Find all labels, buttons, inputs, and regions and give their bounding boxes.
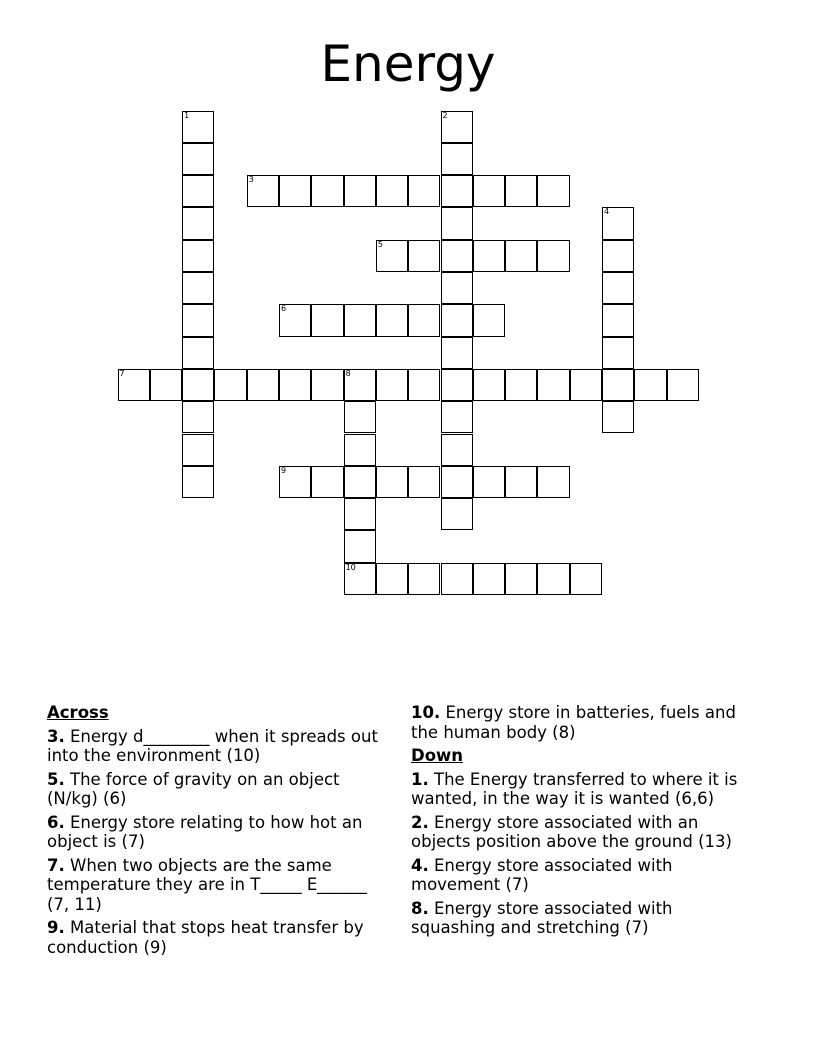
grid-cell[interactable] bbox=[376, 369, 408, 401]
clue-number: 7. bbox=[47, 855, 65, 875]
grid-cell[interactable] bbox=[344, 466, 376, 498]
grid-cell[interactable] bbox=[441, 175, 473, 207]
grid-cell[interactable] bbox=[602, 272, 634, 304]
grid-cell[interactable] bbox=[344, 434, 376, 466]
puzzle-title: Energy bbox=[320, 35, 496, 93]
grid-cell[interactable] bbox=[473, 304, 505, 336]
grid-cell[interactable] bbox=[473, 466, 505, 498]
grid-cell[interactable] bbox=[441, 434, 473, 466]
clue-text: Energy d________ when it spreads out into the environment (10) bbox=[47, 726, 378, 765]
grid-cell[interactable] bbox=[602, 337, 634, 369]
grid-cell[interactable] bbox=[182, 240, 214, 272]
grid-cell[interactable] bbox=[473, 369, 505, 401]
clue-text: Energy store relating to how hot an object is (7) bbox=[47, 812, 363, 851]
grid-cell[interactable] bbox=[441, 143, 473, 175]
grid-cell[interactable] bbox=[247, 369, 279, 401]
grid-cell[interactable] bbox=[537, 466, 569, 498]
grid-cell[interactable] bbox=[441, 466, 473, 498]
clue-down-1 bbox=[411, 770, 756, 809]
clue-across-5 bbox=[47, 770, 392, 809]
clue-text: The Energy transferred to where it is wanted, in the way it is wanted (6,6) bbox=[411, 769, 738, 808]
clue-text: Energy store associated with an objects position above the ground (13) bbox=[411, 812, 732, 851]
grid-cell[interactable] bbox=[570, 369, 602, 401]
grid-cell[interactable] bbox=[150, 369, 182, 401]
grid-cell[interactable] bbox=[441, 563, 473, 595]
clue-across-10 bbox=[411, 703, 756, 742]
grid-cell[interactable] bbox=[376, 466, 408, 498]
grid-cell[interactable] bbox=[182, 304, 214, 336]
grid-cell[interactable] bbox=[279, 304, 311, 336]
grid-cell[interactable] bbox=[182, 337, 214, 369]
grid-cell[interactable] bbox=[441, 498, 473, 530]
grid-cell[interactable] bbox=[311, 304, 343, 336]
clue-across-9 bbox=[47, 918, 392, 957]
grid-cell[interactable] bbox=[344, 304, 376, 336]
grid-cell[interactable] bbox=[376, 240, 408, 272]
grid-cell[interactable] bbox=[376, 304, 408, 336]
clue-number: 5. bbox=[47, 769, 65, 789]
clue-number-label: 5 bbox=[377, 239, 383, 249]
grid-cell[interactable] bbox=[667, 369, 699, 401]
grid-cell[interactable] bbox=[505, 175, 537, 207]
grid-cell[interactable] bbox=[279, 369, 311, 401]
grid-cell[interactable] bbox=[279, 466, 311, 498]
clue-text: Energy store associated with squashing and stretching (7) bbox=[411, 898, 673, 937]
grid-cell[interactable] bbox=[247, 175, 279, 207]
grid-cell[interactable] bbox=[441, 401, 473, 433]
grid-cell[interactable] bbox=[537, 369, 569, 401]
clue-number-label: 2 bbox=[442, 110, 448, 120]
grid-cell[interactable] bbox=[505, 563, 537, 595]
grid-cell[interactable] bbox=[182, 207, 214, 239]
clue-number-label: 4 bbox=[604, 207, 610, 217]
clue-number-label: 1 bbox=[184, 110, 190, 120]
grid-cell[interactable] bbox=[441, 337, 473, 369]
grid-cell[interactable] bbox=[344, 369, 376, 401]
grid-cell[interactable] bbox=[537, 175, 569, 207]
across-heading: Across bbox=[47, 703, 109, 722]
clue-down-4 bbox=[411, 856, 756, 895]
grid-cell[interactable] bbox=[441, 207, 473, 239]
grid-cell[interactable] bbox=[441, 304, 473, 336]
clue-number-label: 8 bbox=[345, 368, 351, 378]
grid-cell[interactable] bbox=[344, 563, 376, 595]
clues-right-column bbox=[411, 703, 756, 942]
grid-cell[interactable] bbox=[118, 369, 150, 401]
clue-number: 8. bbox=[411, 898, 429, 918]
clue-text: The force of gravity on an object (N/kg) (6) bbox=[47, 769, 340, 808]
grid-cell[interactable] bbox=[408, 240, 440, 272]
grid-cell[interactable] bbox=[311, 466, 343, 498]
clue-number: 3. bbox=[47, 726, 65, 746]
grid-cell[interactable] bbox=[376, 175, 408, 207]
grid-cell[interactable] bbox=[505, 466, 537, 498]
grid-cell[interactable] bbox=[602, 207, 634, 239]
clue-across-3 bbox=[47, 727, 392, 766]
clue-number-label: 3 bbox=[248, 175, 254, 185]
grid-cell[interactable] bbox=[182, 175, 214, 207]
down-heading: Down bbox=[411, 746, 464, 765]
grid-cell[interactable] bbox=[182, 434, 214, 466]
grid-cell[interactable] bbox=[473, 563, 505, 595]
clue-down-8 bbox=[411, 899, 756, 938]
clue-text: Energy store in batteries, fuels and the human body (8) bbox=[411, 703, 736, 742]
clue-number-label: 6 bbox=[281, 304, 287, 314]
grid-cell[interactable] bbox=[214, 369, 246, 401]
grid-cell[interactable] bbox=[344, 175, 376, 207]
grid-cell[interactable] bbox=[408, 304, 440, 336]
grid-cell[interactable] bbox=[634, 369, 666, 401]
grid-cell[interactable] bbox=[602, 401, 634, 433]
grid-cell[interactable] bbox=[311, 175, 343, 207]
grid-cell[interactable] bbox=[473, 175, 505, 207]
grid-cell[interactable] bbox=[408, 175, 440, 207]
grid-cell[interactable] bbox=[344, 530, 376, 562]
grid-cell[interactable] bbox=[602, 304, 634, 336]
grid-cell[interactable] bbox=[473, 240, 505, 272]
grid-cell[interactable] bbox=[602, 369, 634, 401]
grid-cell[interactable] bbox=[182, 369, 214, 401]
grid-cell[interactable] bbox=[602, 240, 634, 272]
grid-cell[interactable] bbox=[182, 272, 214, 304]
grid-cell[interactable] bbox=[182, 111, 214, 143]
grid-cell[interactable] bbox=[505, 369, 537, 401]
grid-cell[interactable] bbox=[344, 498, 376, 530]
grid-cell[interactable] bbox=[441, 369, 473, 401]
grid-cell[interactable] bbox=[408, 369, 440, 401]
grid-cell[interactable] bbox=[182, 401, 214, 433]
clue-text: When two objects are the same temperature they are in T_____ E______ (7, 11) bbox=[47, 855, 367, 914]
clue-number-label: 7 bbox=[119, 368, 125, 378]
grid-cell[interactable] bbox=[376, 563, 408, 595]
clue-across-6 bbox=[47, 813, 392, 852]
grid-cell[interactable] bbox=[505, 240, 537, 272]
clues-left-column bbox=[47, 703, 392, 961]
grid-cell[interactable] bbox=[182, 143, 214, 175]
grid-cell[interactable] bbox=[570, 563, 602, 595]
clue-number: 1. bbox=[411, 769, 429, 789]
grid-cell[interactable] bbox=[182, 466, 214, 498]
grid-cell[interactable] bbox=[441, 111, 473, 143]
grid-cell[interactable] bbox=[537, 563, 569, 595]
clue-number: 9. bbox=[47, 918, 65, 937]
clue-text: Material that stops heat transfer by conduction (9) bbox=[47, 918, 364, 957]
grid-cell[interactable] bbox=[537, 240, 569, 272]
clue-down-2 bbox=[411, 813, 756, 852]
grid-cell[interactable] bbox=[279, 175, 311, 207]
grid-cell[interactable] bbox=[441, 272, 473, 304]
grid-cell[interactable] bbox=[408, 563, 440, 595]
grid-cell[interactable] bbox=[344, 401, 376, 433]
clue-number: 6. bbox=[47, 812, 65, 832]
clue-number: 4. bbox=[411, 855, 429, 875]
clue-across-7 bbox=[47, 856, 392, 915]
clue-text: Energy store associated with movement (7) bbox=[411, 855, 673, 894]
grid-cell[interactable] bbox=[408, 466, 440, 498]
grid-cell[interactable] bbox=[441, 240, 473, 272]
clue-number: 2. bbox=[411, 812, 429, 832]
clue-number: 10. bbox=[411, 703, 441, 722]
clue-number-label: 9 bbox=[281, 465, 287, 475]
grid-cell[interactable] bbox=[311, 369, 343, 401]
clue-number-label: 10 bbox=[345, 562, 356, 572]
